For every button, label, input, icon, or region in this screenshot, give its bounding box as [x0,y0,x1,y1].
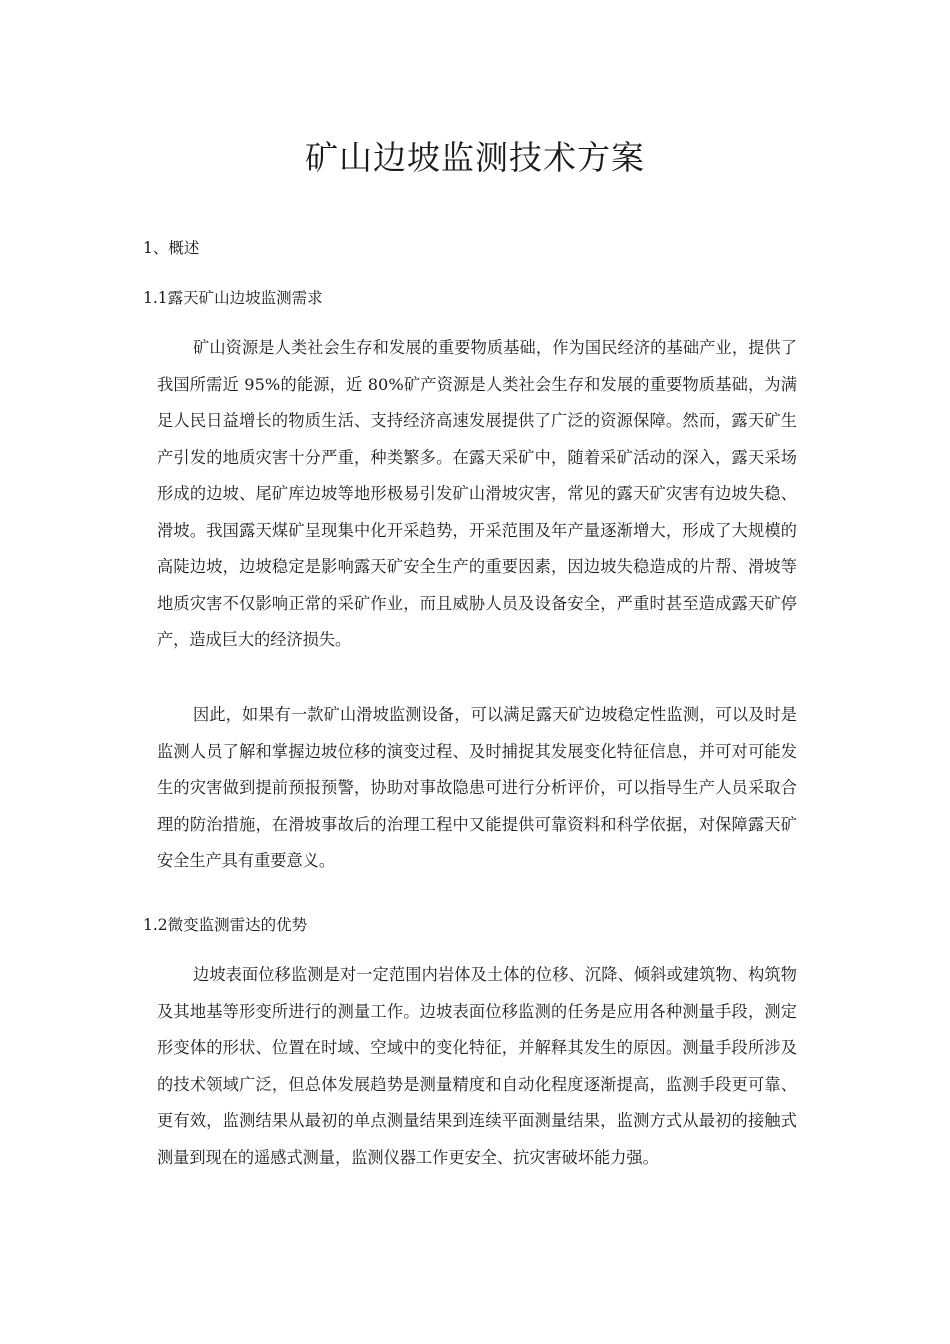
paragraph-monitoring-significance: 因此，如果有一款矿山滑坡监测设备，可以满足露天矿边坡稳定性监测，可以及时是监测人员了解和掌握边坡位移的演变过程、及时捕捉其发展变化特征信息，并可对可能发生的灾害做到提前预报预警，协助对事故隐患可进行分析评价，可以指导生产人员采取合理的防治措施，在滑坡事故后的治理工程中又能提供可靠资料和科学依据，对保障露天矿安全生产具有重要意义。 [157,705,797,870]
document-title: 矿山边坡监测技术方案 [305,138,645,177]
subsection-heading-radar-advantages: 1.2微变监测雷达的优势 [143,916,308,934]
paragraph-mining-resources: 矿山资源是人类社会生存和发展的重要物质基础，作为国民经济的基础产业，提供了我国所需近 95%的能源，近 80%矿产资源是人类社会生存和发展的重要物质基础，为满足人民日益增长的物质生活、支持经济高速发展提供了广泛的资源保障。然而，露天矿生产引发的地质灾害十分严重，种类繁多。在露天采矿中，随着采矿活动的深入，露天采场形成的边坡、尾矿库边坡等地形极易引发矿山滑坡灾害，常见的露天矿灾害有边坡失稳、滑坡。我国露天煤矿呈现集中化开采趋势，开采范围及年产量逐渐增大，形成了大规模的高陡边坡，边坡稳定是影响露天矿安全生产的重要因素，因边坡失稳造成的片帮、滑坡等地质灾害不仅影响正常的采矿作业，而且威胁人员及设备安全，严重时甚至造成露天矿停产，造成巨大的经济损失。 [157,338,797,649]
paragraph-surface-displacement: 边坡表面位移监测是对一定范围内岩体及土体的位移、沉降、倾斜或建筑物、构筑物及其地基等形变所进行的测量工作。边坡表面位移监测的任务是应用各种测量手段，测定形变体的形状、位置在时域、空域中的变化特征，并解释其发生的原因。测量手段所涉及的技术领域广泛，但总体发展趋势是测量精度和自动化程度逐渐提高，监测手段更可靠、更有效，监测结果从最初的单点测量结果到连续平面测量结果，监测方式从最初的接触式测量到现在的遥感式测量，监测仪器工作更安全、抗灾害破坏能力强。 [157,965,797,1167]
section-heading-overview: 1、概述 [143,239,200,257]
subsection-heading-monitoring-needs: 1.1露天矿山边坡监测需求 [143,289,323,307]
